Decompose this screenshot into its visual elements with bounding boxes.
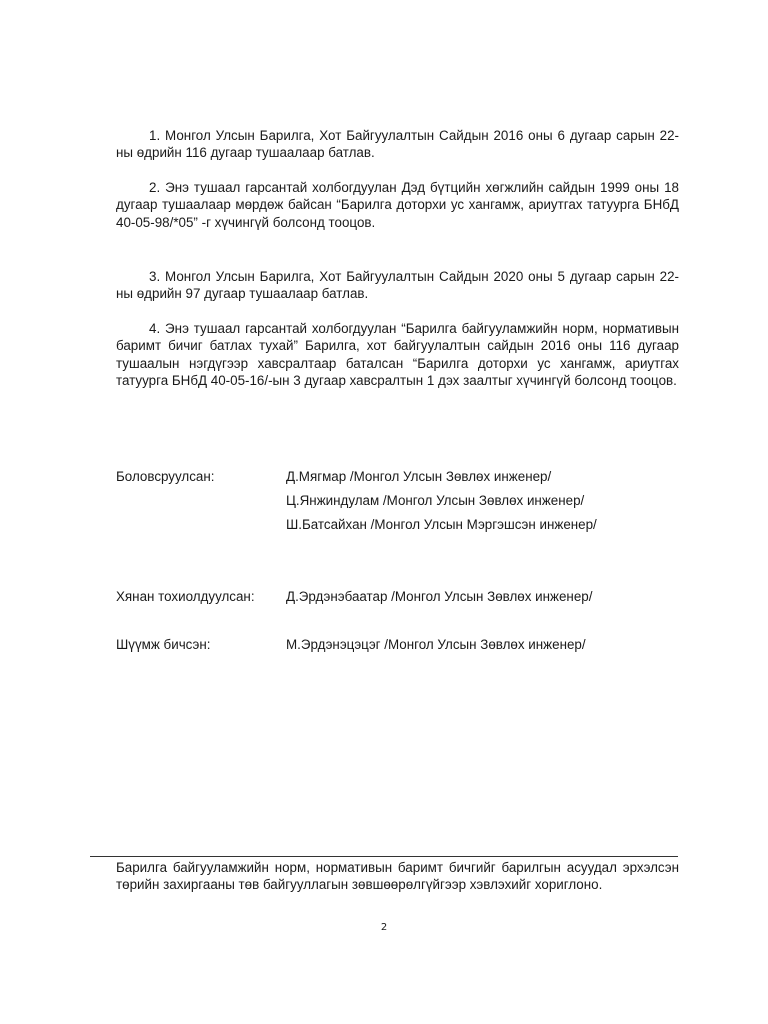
paragraph-1-text: 1. Монгол Улсын Барилга, Хот Байгуулалтын Сайдын 2016 оны 6 дугаар сарын 22-ны өдрийн 116 дугаар тушаалаар батлав.: [116, 128, 679, 161]
editor-by: М.Эрдэнэцэцэг /Монгол Улсын Зөвлөх инженер/: [286, 637, 586, 652]
paragraph-1: [116, 127, 679, 162]
prepared-by-2: Ц.Янжиндулам /Монгол Улсын Зөвлөх инженер/: [286, 493, 585, 508]
paragraph-2: [116, 179, 679, 231]
paragraph-4-text: 4. Энэ тушаал гарсантай холбогдуулан “Барилга байгууламжийн норм, нормативын баримт бичиг батлах тухай” Барилга, хот байгуулалтын сайдын 2016 оны 116 дугаар тушаалын нэгдүгээр хавсралтаар баталсан “Барилга доторхи ус хангамж, ариутгах татуурга БНбД 40-05-16/-ын 3 дугаар хавсралтын 1 дэх заалтыг хүчингүй болсонд тооцов.: [116, 321, 679, 389]
paragraph-4: [116, 320, 679, 390]
footnote: Барилга байгууламжийн норм, нормативын баримт бичгийг барилгын асуудал эрхэлсэн төрийн захиргааны төв байгууллагын зөвшөөрөлгүйгээр хэвлэхийг хориглоно.: [116, 860, 679, 893]
prepared-by-1: Д.Мягмар /Монгол Улсын Зөвлөх инженер/: [286, 469, 552, 484]
reviewed-by: Д.Эрдэнэбаатар /Монгол Улсын Зөвлөх инженер/: [286, 589, 593, 604]
editor-label: Шүүмж бичсэн:: [116, 637, 211, 652]
footnote-separator: [90, 856, 678, 857]
paragraph-3: [116, 268, 679, 303]
paragraph-2-text: 2. Энэ тушаал гарсантай холбогдуулан Дэд бүтцийн хөгжлийн сайдын 1999 оны 18 дугаар тушаалаар мөрдөж байсан “Барилга доторхи ус хангамж, ариутгах татуурга БНбД 40-05-98/*05” -г хүчингүй болсонд тооцов.: [116, 180, 679, 230]
prepared-by-3: Ш.Батсайхан /Монгол Улсын Мэргэшсэн инженер/: [286, 517, 597, 532]
prepared-label: Боловсруулсан:: [116, 469, 215, 484]
reviewed-label: Хянан тохиолдуулсан:: [116, 589, 255, 604]
paragraph-3-text: 3. Монгол Улсын Барилга, Хот Байгуулалтын Сайдын 2020 оны 5 дугаар сарын 22-ны өдрийн 97 дугаар тушаалаар батлав.: [116, 269, 679, 302]
page-number: 2: [380, 922, 388, 933]
